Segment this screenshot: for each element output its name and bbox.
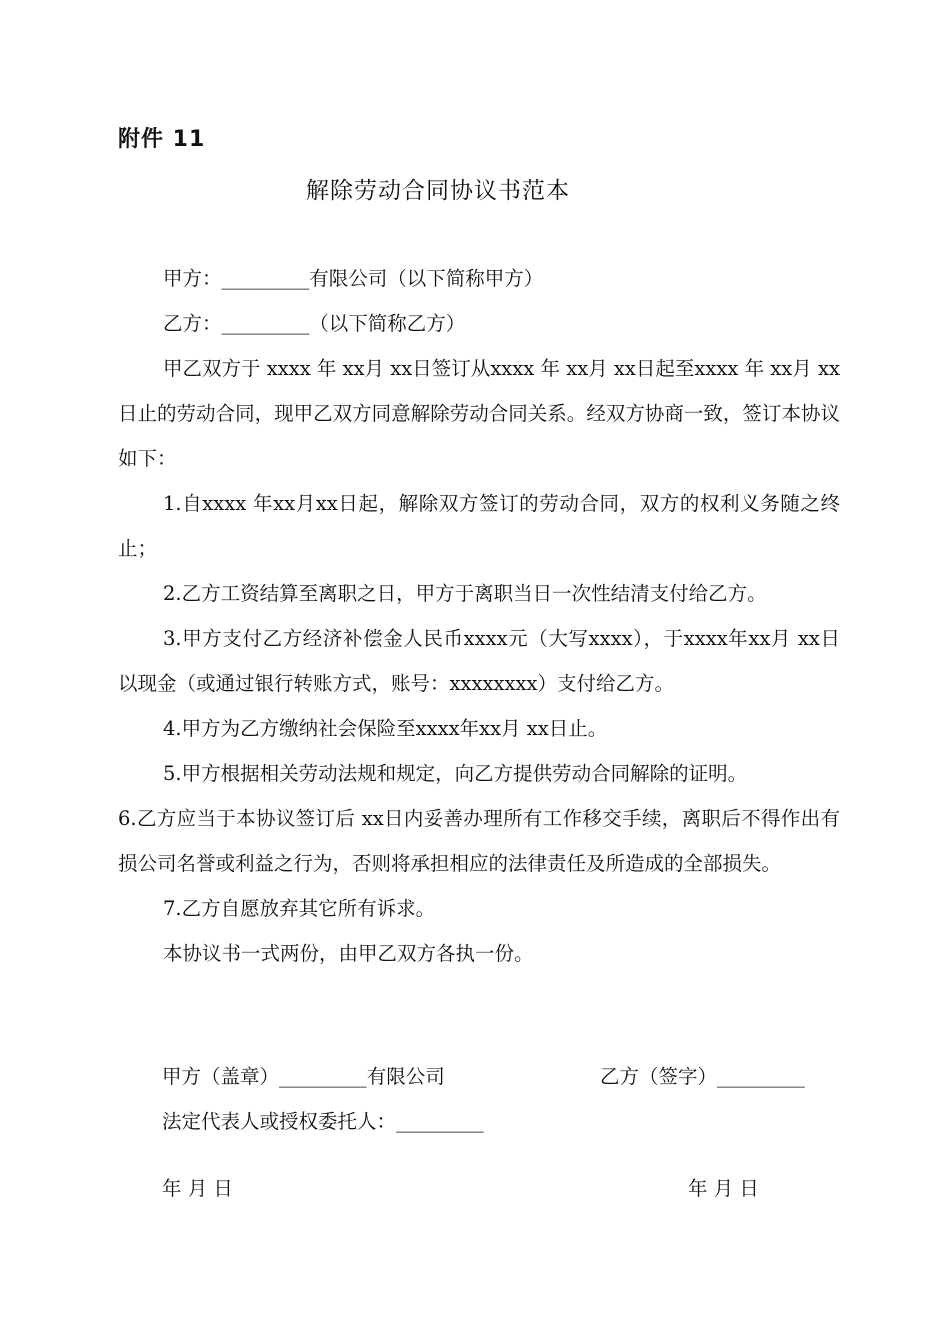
document-body [118,256,840,976]
clause-3: 3.甲方支付乙方经济补偿金人民币xxxx元（大写xxxx），于xxxx年xx月 xx日以现金（或通过银行转账方式，账号：xxxxxxxx）支付给乙方。 [118,627,840,695]
intro-paragraph: 甲乙双方于 xxxx 年 xx月 xx日签订从xxxx 年 xx月 xx日起至xxxx 年 xx月 xx日止的劳动合同，现甲乙双方同意解除劳动合同关系。经双方协商一致，签订本协议如下： [118,357,840,470]
party-a-signature: 甲方（盖章）_________有限公司 [162,1065,445,1088]
party-a-line: 甲方：_________有限公司（以下简称甲方） [163,267,544,290]
clause-4: 4.甲方为乙方缴纳社会保险至xxxx年xx月 xx日止。 [163,717,608,740]
date-block [162,1166,842,1211]
signature-block [162,1054,842,1144]
clause-1: 1.自xxxx 年xx月xx日起，解除双方签订的劳动合同，双方的权利义务随之终止； [118,492,840,560]
party-b-line: 乙方：_________（以下简称乙方） [163,312,466,335]
signature-row [162,1054,842,1099]
clause-5: 5.甲方根据相关劳动法规和规定，向乙方提供劳动合同解除的证明。 [163,762,748,785]
clause-2: 2.乙方工资结算至离职之日，甲方于离职当日一次性结清支付给乙方。 [163,582,767,605]
attachment-label: 附件 11 [118,127,206,152]
date-row [162,1166,842,1211]
date-left: 年 月 日 [162,1177,233,1200]
party-b-signature: 乙方（签字）_________ [600,1065,805,1088]
clause-7: 7.乙方自愿放弃其它所有诉求。 [163,897,436,920]
representative-signature: 法定代表人或授权委托人：_________ [162,1110,484,1133]
document-title: 解除劳动合同协议书范本 [306,178,570,204]
clause-6: 6.乙方应当于本协议签订后 xx日内妥善办理所有工作移交手续，离职后不得作出有损公司名誉或利益之行为，否则将承担相应的法律责任及所造成的全部损失。 [118,807,840,875]
closing-paragraph: 本协议书一式两份，由甲乙双方各执一份。 [163,942,534,965]
representative-row [162,1099,842,1144]
date-right: 年 月 日 [688,1177,759,1200]
